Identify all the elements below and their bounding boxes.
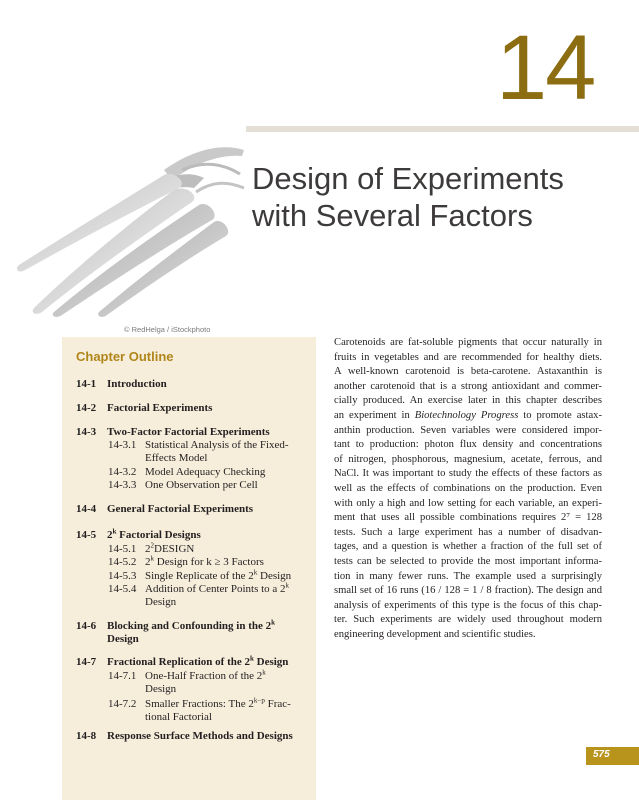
outline-item-14-5.4 — [108, 579, 289, 609]
intro-text-line: tion in many fewer runs. The example used a surprisingly — [334, 570, 602, 582]
outline-item-title: Blocking and Confounding in the 2$^k$ — [107, 618, 276, 632]
chapter-title-line-2: with Several Factors — [252, 198, 533, 233]
intro-text-line: ter. Such experiments are widely used throughout modern — [334, 614, 602, 626]
chapter-title-line-1: Design of Experiments — [252, 161, 564, 196]
outline-item-14-8 — [76, 730, 293, 743]
outline-item-14-7.1 — [108, 666, 266, 696]
outline-item-title: One-Half Fraction of the 2$^k$ — [145, 668, 266, 682]
outline-item-title-continued: Effects Model — [145, 452, 208, 464]
outline-item-title-continued: Design — [107, 632, 139, 645]
outline-item-number: 14-1 — [76, 378, 97, 390]
page-number: 575 — [593, 749, 610, 760]
outline-item-title: Two-Factor Factorial Experiments — [107, 426, 270, 438]
outline-item-14-3.2 — [108, 466, 265, 479]
intro-text-line: NaCl. It was important to study the effects of these factors as — [334, 468, 602, 480]
intro-text-line: engineering development and scientific studies. — [334, 628, 536, 640]
outline-item-title: Addition of Center Points to a 2$^k$ — [145, 581, 290, 595]
outline-item-14-6 — [76, 616, 275, 646]
outline-item-14-2 — [76, 402, 212, 415]
outline-item-14-3.1 — [108, 439, 289, 465]
intro-text-line: cially produced. An exercise later in this chapter describes — [334, 395, 602, 407]
outline-item-title: One Observation per Cell — [145, 479, 258, 491]
outline-item-title: Introduction — [107, 378, 167, 390]
outline-item-14-3.3 — [108, 479, 258, 492]
intro-text-line: with only a high and low setting for each variable, an experi- — [334, 497, 602, 509]
outline-item-number: 14-2 — [76, 402, 97, 414]
intro-text-line: another carotenoid that is a strong antioxidant and commer- — [334, 380, 602, 392]
outline-item-number: 14-7.1 — [108, 669, 137, 682]
outline-item-number: 14-8 — [76, 730, 97, 742]
chapter-title — [252, 160, 564, 234]
outline-item-number: 14-3.3 — [108, 479, 137, 491]
intro-text-line: tages, and a question is whether a fraction of the full set of — [334, 541, 602, 553]
intro-text-line: of nitrogen, phosphorous, magnesium, acetate, ferrous, and — [334, 453, 602, 465]
intro-text-line: Carotenoids are fat-soluble pigments that occur naturally in — [334, 337, 602, 348]
outline-item-title: Smaller Fractions: The $2^{k-p}$ Frac- — [145, 696, 291, 710]
outline-item-number: 14-5 — [76, 528, 97, 541]
outline-item-title-continued: tional Factorial — [145, 710, 212, 723]
intro-text-line: an experiment in Biotechnology Progress to promote astax- — [334, 409, 602, 421]
intro-text-line: A well-known carotenoid is beta-carotene. Astaxanthin is — [334, 366, 602, 378]
outline-item-title: Statistical Analysis of the Fixed- — [145, 439, 289, 451]
outline-item-title: General Factorial Experiments — [107, 503, 254, 515]
outline-item-number: 14-6 — [76, 619, 97, 632]
outline-item-number: 14-3.2 — [108, 466, 137, 478]
outline-item-number: 14-3 — [76, 426, 97, 438]
intro-text-line: analysis of experiments of this type is the focus of this chap- — [334, 599, 602, 611]
intro-text-line: fruits in vegetables and are recommended for healthy diets. — [334, 351, 602, 363]
outline-item-title: Model Adequacy Checking — [145, 466, 266, 478]
outline-item-title: Single Replicate of the 2$^k$ Design — [145, 568, 292, 582]
header-rule — [246, 126, 639, 132]
outline-item-14-4 — [76, 503, 253, 516]
carrots-photo — [14, 130, 246, 320]
outline-item-title: Response Surface Methods and Designs — [107, 730, 293, 742]
outline-item-title-continued: Design — [145, 595, 177, 608]
outline-item-14-3 — [76, 426, 270, 439]
intro-text-line: small set of 16 runs (16 / 128 = 1 / 8 fraction). The design and — [334, 585, 602, 597]
intro-text-line: tests can be selected to provide the most important informa- — [334, 555, 602, 567]
outline-item-title: 2$^k$ Design for k ≥ 3 Factors — [145, 554, 264, 568]
outline-item-number: 14-3.1 — [108, 439, 137, 451]
outline-item-title-continued: Design — [145, 682, 177, 695]
photo-credit: © RedHelga / iStockphoto — [124, 325, 211, 334]
outline-item-number: 14-5.2 — [108, 555, 137, 568]
outline-item-14-7.2 — [108, 694, 291, 724]
intro-text-line: anthin production. Seven variables were considered impor- — [334, 424, 602, 436]
outline-item-title: Fractional Replication of the 2$^k$ Design — [107, 654, 289, 668]
outline-item-number: 14-5.4 — [108, 582, 137, 595]
intro-text-line: tests. Such a large experiment has a number of disadvan- — [334, 526, 602, 538]
chapter-number: 14 — [496, 17, 595, 119]
outline-item-number: 14-5.3 — [108, 569, 137, 582]
outline-item-number: 14-4 — [76, 503, 97, 515]
intro-text-line: tant to production: photon flux density and concentrations — [334, 439, 602, 451]
outline-item-14-1 — [76, 378, 167, 391]
outline-item-title: Factorial Experiments — [107, 402, 213, 414]
outline-item-number: 14-5.1 — [108, 542, 137, 555]
outline-item-title: 2$^k$ Factorial Designs — [107, 527, 201, 541]
intro-text — [334, 336, 602, 642]
outline-item-number: 14-7.2 — [108, 697, 137, 710]
outline-item-title: $2^2DESIGN$ — [145, 541, 195, 555]
intro-text-line: ment that uses all possible combinations requires 2⁷ = 128 — [334, 512, 602, 524]
outline-item-number: 14-7 — [76, 655, 97, 668]
chapter-outline-heading: Chapter Outline — [76, 349, 174, 364]
intro-text-line: well as the effects of combinations on the production. Even — [334, 482, 602, 494]
